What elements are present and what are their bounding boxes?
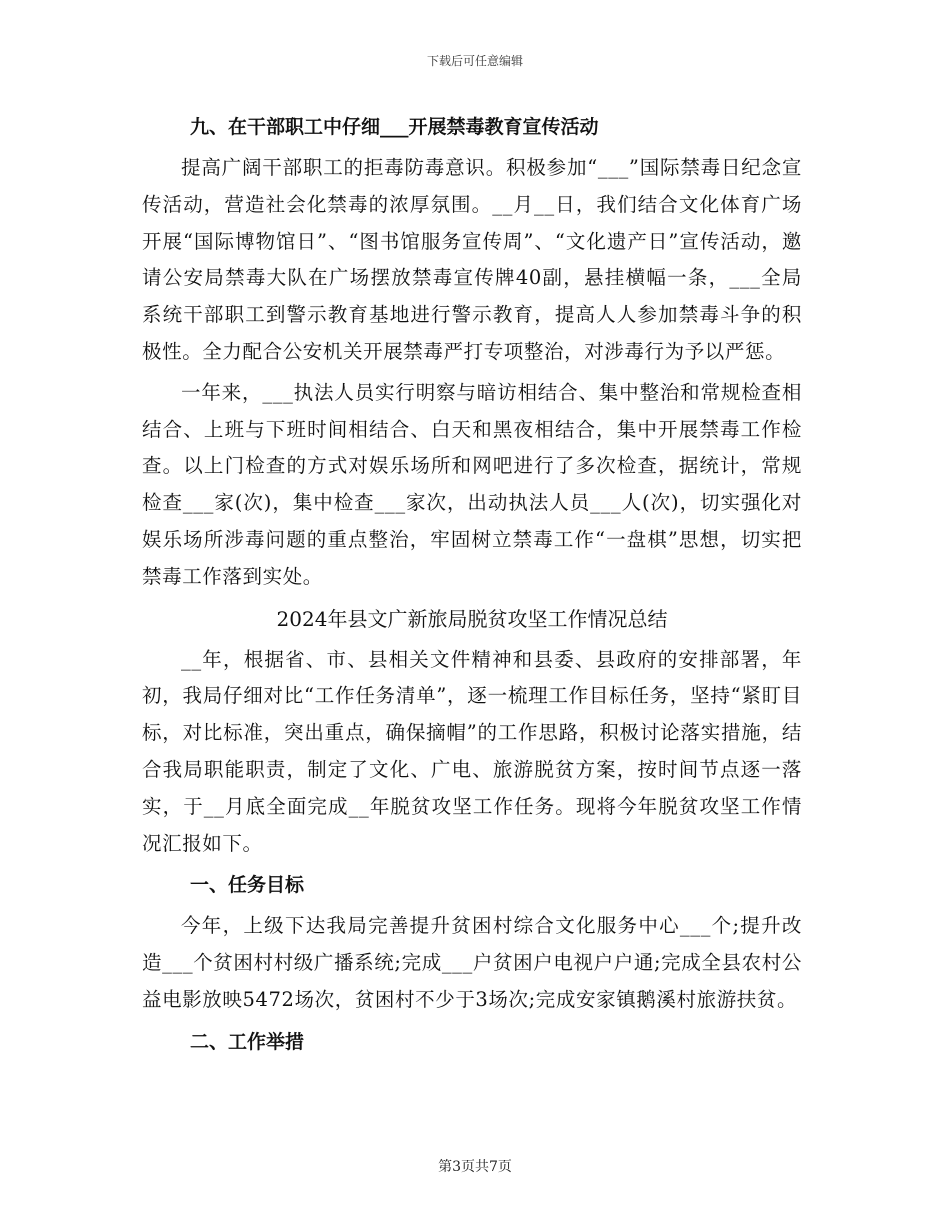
paragraph: 一年来，___执法人员实行明察与暗访相结合、集中整治和常规检查相结合、上班与下班时间相结合、白天和黑夜相结合，集中开展禁毒工作检查。以上门检查的方式对娱乐场所和网吧进行了多次检查，据统计，常规检查___家(次)，集中检查___家次，出动执法人员___人(次)，切实强化对娱乐场所涉毒问题的重点整治，牢固树立禁毒工作“一盘棋”思想，切实把禁毒工作落到实处。: [142, 380, 802, 588]
section-heading: 九、在干部职工中仔细___开展禁毒教育宣传活动: [190, 116, 599, 138]
paragraph: 今年，上级下达我局完善提升贫困村综合文化服务中心___个;提升改造___个贫困村村级广播系统;完成___户贫困户电视户户通;完成全县农村公益电影放映5472场次，贫困村不少于3场次;完成安家镇鹅溪村旅游扶贫。: [142, 914, 802, 1011]
section-heading: 二、工作举措: [190, 1030, 305, 1053]
page-footer: 第3页共7页: [438, 1159, 512, 1175]
paragraph: 提高广阔干部职工的拒毒防毒意识。积极参加“___”国际禁毒日纪念宣传活动，营造社会化禁毒的浓厚氛围。__月__日，我们结合文化体育广场开展“国际博物馆日”、“图书馆服务宣传周”、“文化遗产日”宣传活动，邀请公安局禁毒大队在广场摆放禁毒宣传牌40副，悬挂横幅一条，___全局系统干部职工到警示教育基地进行警示教育，提高人人参加禁毒斗争的积极性。全力配合公安机关开展禁毒严打专项整治，对涉毒行为予以严惩。: [142, 156, 802, 363]
section-heading: 一、任务目标: [190, 874, 305, 897]
page-header: 下载后可任意编辑: [426, 54, 523, 68]
document-body: [142, 108, 802, 1065]
paragraph: __年，根据省、市、县相关文件精神和县委、县政府的安排部署，年初，我局仔细对比“工作任务清单”，逐一梳理工作目标任务，坚持“紧盯目标，对比标准，突出重点，确保摘帽”的工作思路，积极讨论落实措施，结合我局职能职责，制定了文化、广电、旅游脱贫方案，按时间节点逐一落实，于__月底全面完成__年脱贫攻坚工作任务。现将今年脱贫攻坚工作情况汇报如下。: [142, 647, 802, 855]
document-title: 2024年县文广新旅局脱贫攻坚工作情况总结: [276, 606, 668, 631]
